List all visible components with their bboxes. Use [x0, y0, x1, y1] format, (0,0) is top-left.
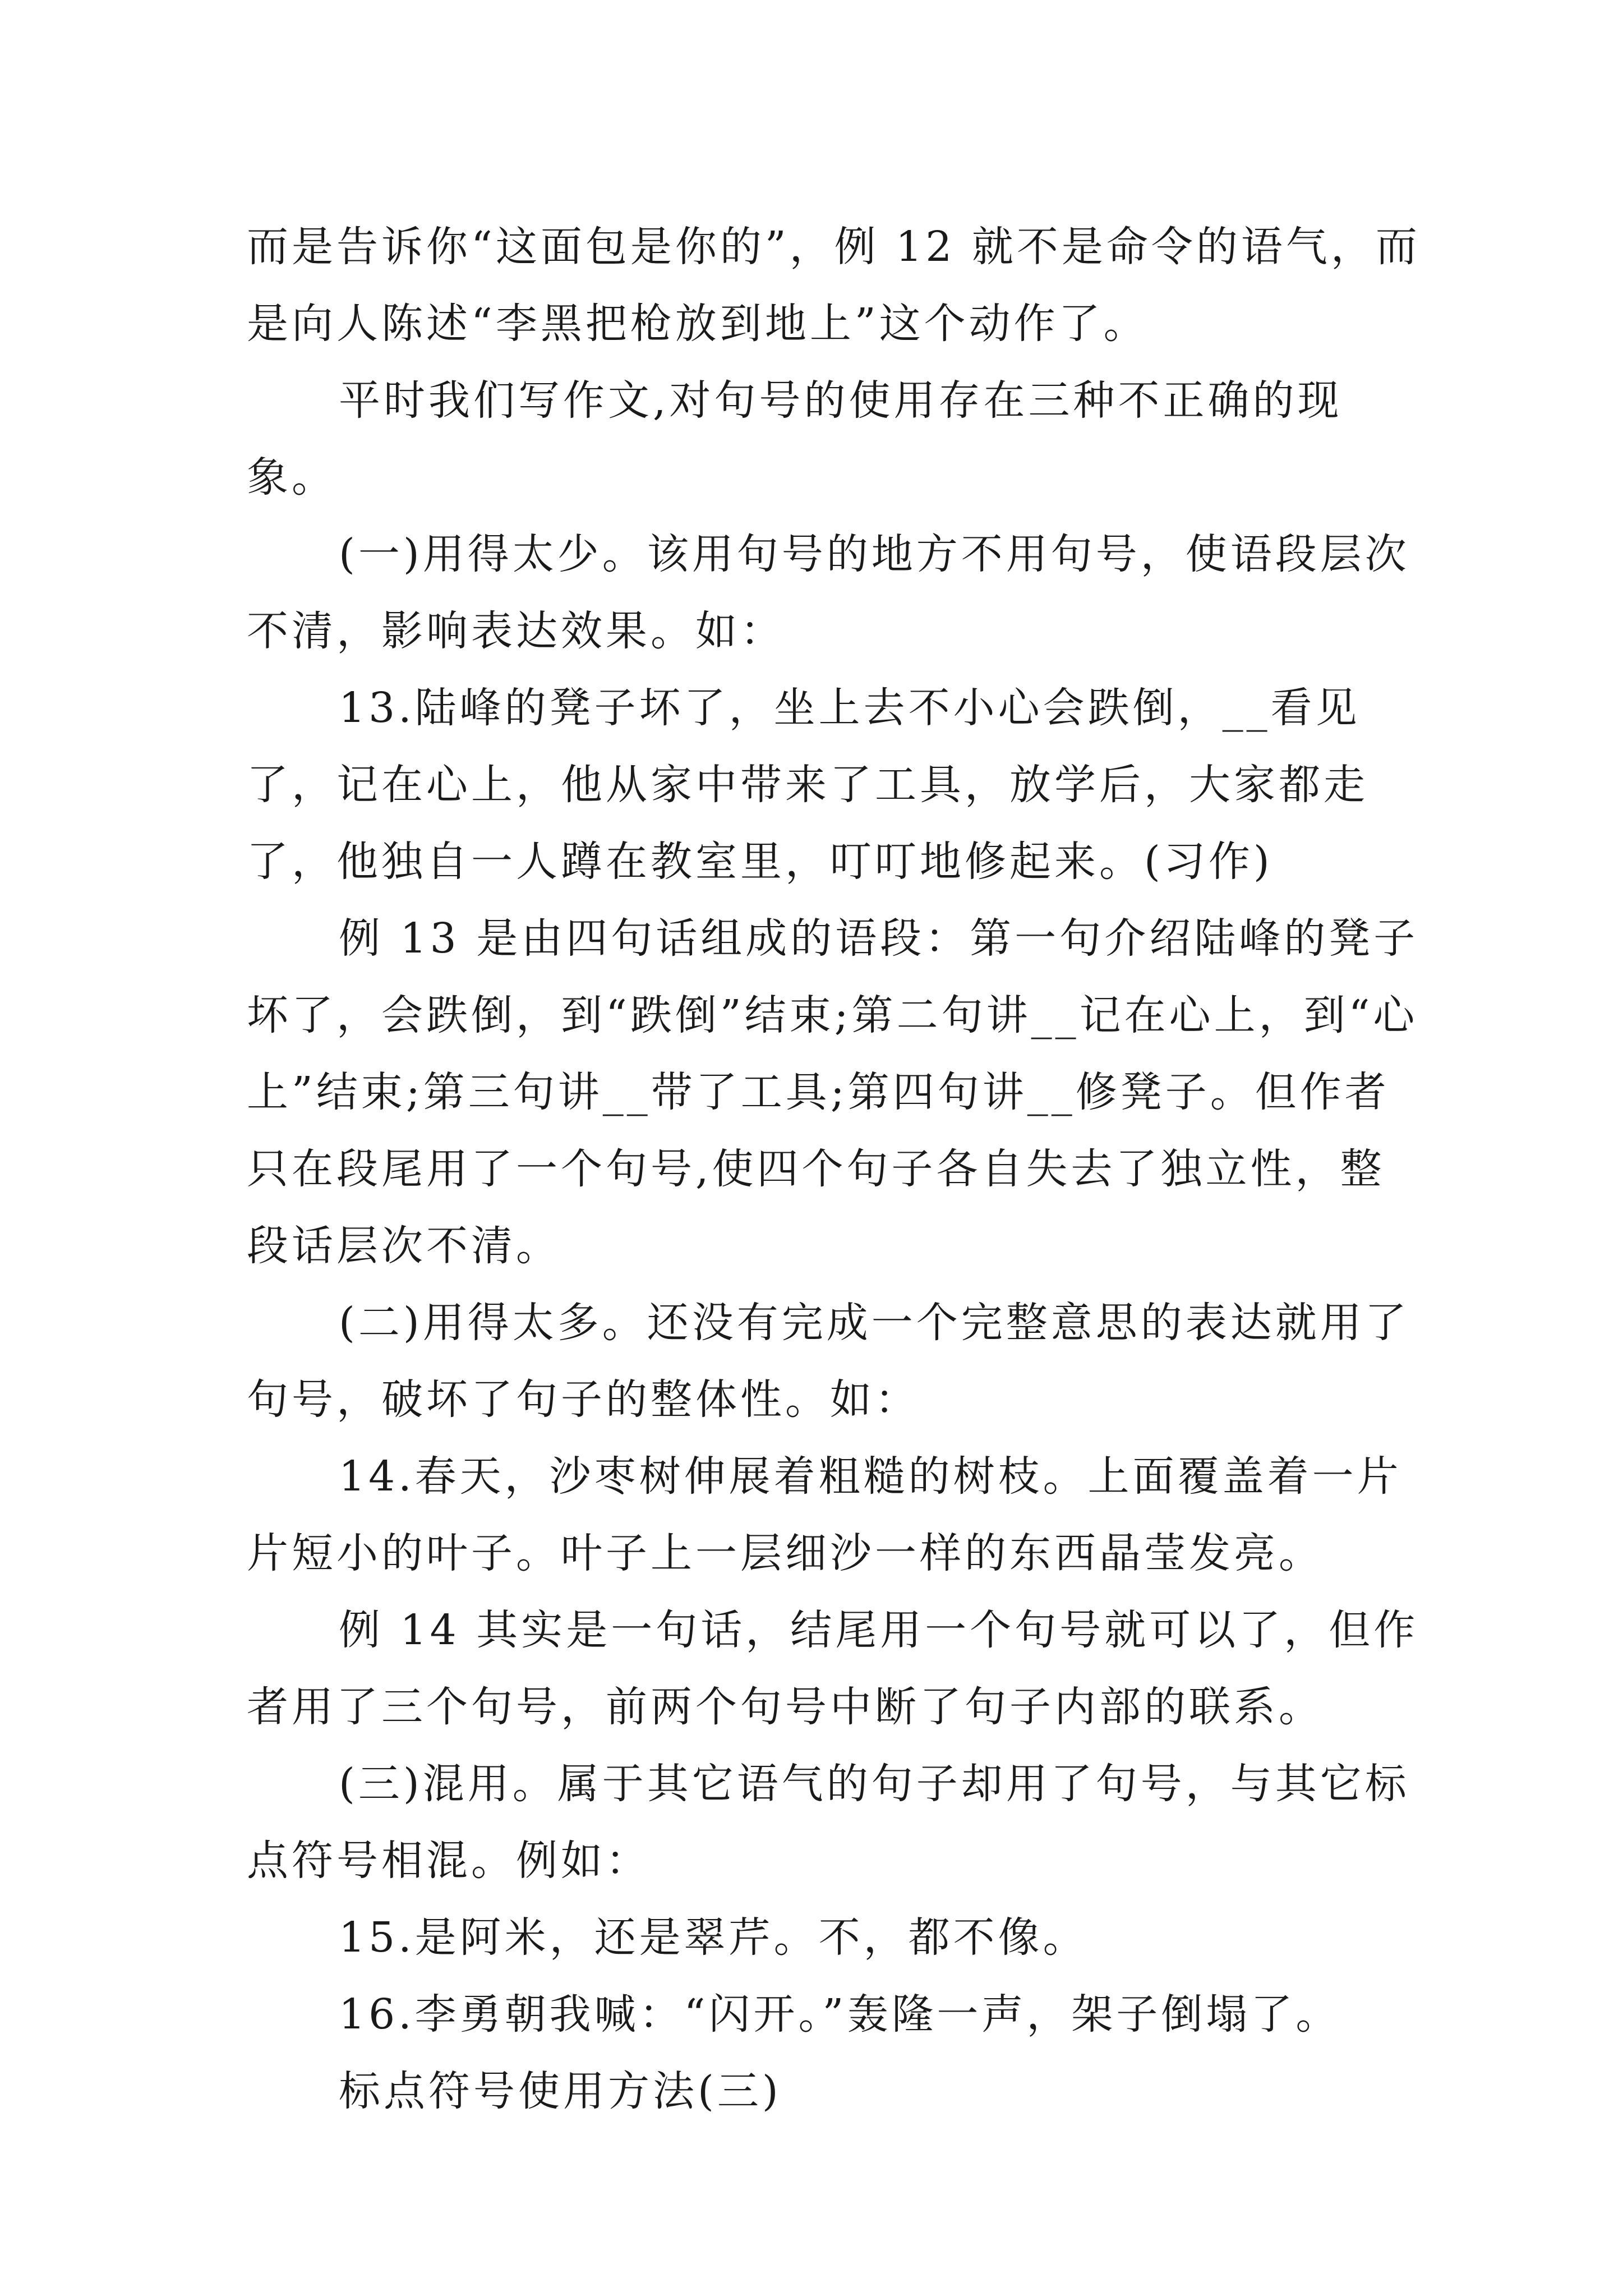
document-body [247, 209, 1424, 2130]
paragraph-1: 而是告诉你“这面包是你的”，例 12 就不是命令的语气，而是向人陈述“李黑把枪放到地上”这个动作了。 [247, 223, 1421, 348]
paragraph-9: (三)混用。属于其它语气的句子却用了句号，与其它标点符号相混。例如： [247, 1760, 1410, 1885]
paragraph-2: 平时我们写作文,对句号的使用存在三种不正确的现象。 [247, 376, 1343, 501]
paragraph-10: 15.是阿米，还是翠芹。不，都不像。 [339, 1913, 1088, 1962]
paragraph-3: (一)用得太少。该用句号的地方不用句号，使语段层次不清，影响表达效果。如： [247, 530, 1410, 655]
paragraph-11: 16.李勇朝我喊：“闪开。”轰隆一声，架子倒塌了。 [339, 1990, 1341, 2039]
paragraph-8: 例 14 其实是一句话，结尾用一个句号就可以了，但作者用了三个句号，前两个句号中断了句子内部的联系。 [247, 1606, 1419, 1731]
paragraph-12: 标点符号使用方法(三) [339, 2067, 782, 2115]
paragraph-4: 13.陆峰的凳子坏了，坐上去不小心会跌倒，__看见了，记在心上，他从家中带来了工具，放学后，大家都走了，他独自一人蹲在教室里，叮叮地修起来。(习作) [247, 684, 1368, 886]
paragraph-7: 14.春天，沙枣树伸展着粗糙的树枝。上面覆盖着一片片短小的叶子。叶子上一层细沙一样的东西晶莹发亮。 [247, 1452, 1402, 1577]
paragraph-5: 例 13 是由四句话组成的语段：第一句介绍陆峰的凳子坏了，会跌倒，到“跌倒”结束;第二句讲__记在心上，到“心上”结束;第三句讲__带了工具;第四句讲__修凳子。但作者只在段尾用了一个句号,使四个句子各自失去了独立性，整段话层次不清。 [247, 914, 1419, 1270]
paragraph-6: (二)用得太多。还没有完成一个完整意思的表达就用了句号，破坏了句子的整体性。如： [247, 1299, 1410, 1424]
